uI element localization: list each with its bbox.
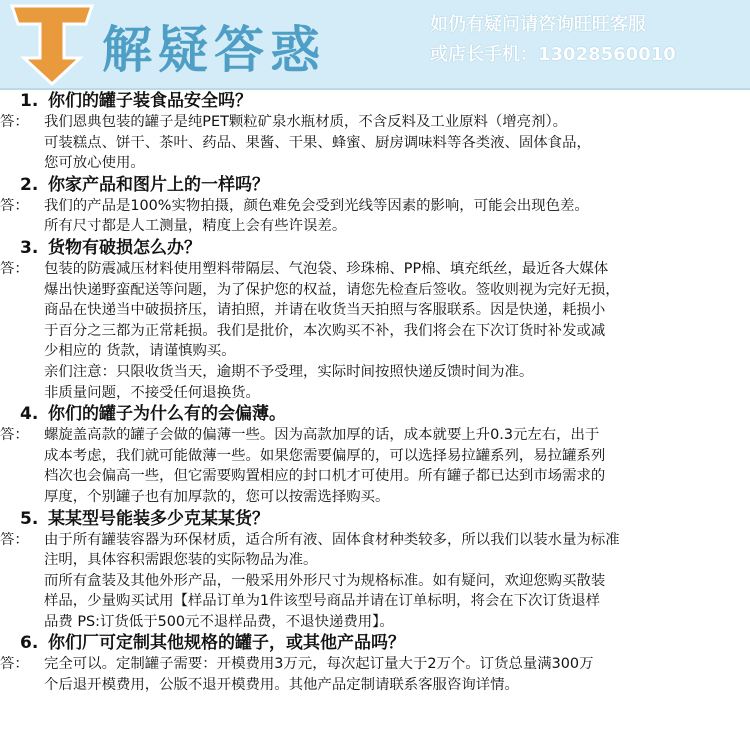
- answer-line: [0, 259, 750, 280]
- answer-text: 成本考虑，我们就可能做薄一些。如果您需要偏厚的，可以选择易拉罐系列，易拉罐系列: [44, 447, 606, 464]
- question-text: 你们的罐子装食品安全吗？: [48, 91, 252, 111]
- faq-list: [0, 90, 750, 696]
- question-number: 6.: [20, 633, 39, 654]
- answer-line: [0, 196, 750, 217]
- answer-prefix: 答：: [0, 656, 29, 673]
- faq-item: [0, 632, 750, 695]
- faq-answer: [0, 425, 750, 507]
- answer-text: 于百分之三都为正常耗损。我们是批价，本次购买不补，我们将会在下次订货时补发或减: [44, 322, 606, 339]
- answer-text: 样品，少量购买试用【样品订单为1件该型号商品并请在订单标明，将会在下次订货退样: [44, 593, 601, 610]
- answer-text: 由于所有罐装容器为环保材质，适合所有液、固体食材种类较多，所以我们以装水量为标准: [44, 531, 620, 548]
- question-number: 3.: [20, 237, 39, 258]
- faq-answer: [0, 530, 750, 633]
- question-text: 某某型号能装多少克某某货？: [48, 508, 269, 529]
- answer-text: 注明，具体容积需跟您装的实际物品为准。: [44, 552, 318, 569]
- question-text: 你们的罐子为什么有的会偏薄。: [48, 404, 286, 425]
- answer-text: 包装的防震减压材料使用塑料带隔层、气泡袋、珍珠棉、PP棉、填充纸丝，最近各大媒体: [44, 260, 609, 277]
- answer-text: 品费 PS:订货低于500元不退样品费，不退快递费用】。: [44, 613, 394, 630]
- answer-line: [0, 530, 750, 551]
- answer-line: [0, 466, 750, 487]
- answer-text: 所有尺寸都是人工测量，精度上会有些许误差。: [44, 218, 347, 235]
- header-banner: [0, 0, 750, 90]
- answer-line: [0, 133, 750, 154]
- faq-answer: [0, 196, 750, 237]
- question-text: 你们厂可定制其他规格的罐子，或其他产品吗？: [48, 633, 405, 654]
- answer-line: [0, 321, 750, 342]
- answer-text: 厚度，个别罐子也有加厚款的，您可以按需选择购买。: [44, 488, 390, 505]
- answer-text: 亲们注意：只限收货当天，逾期不予受理，实际时间按照快递反馈时间为准。: [44, 363, 534, 380]
- faq-question: [0, 174, 750, 196]
- answer-text: 您可放心使用。: [44, 155, 145, 172]
- answer-line: [0, 571, 750, 592]
- answer-line: [0, 341, 750, 362]
- faq-question: [0, 403, 750, 425]
- answer-text: 个后退开模费用，公版不退开模费用。其他产品定制请联系客服咨询详情。: [44, 677, 519, 694]
- answer-prefix: 答：: [0, 114, 29, 130]
- answer-line: [0, 153, 750, 174]
- answer-text: 我们的产品是100%实物拍摄，颜色难免会受到光线等因素的影响，可能会出现色差。: [44, 197, 589, 214]
- faq-answer: [0, 654, 750, 695]
- answer-prefix: 答：: [0, 260, 29, 277]
- answer-line: [0, 300, 750, 321]
- faq-question: [0, 632, 750, 654]
- question-number: 2.: [20, 174, 39, 195]
- answer-text: 爆出快递野蛮配送等问题，为了保护您的权益，请您先检查后签收。签收则视为完好无损，: [44, 281, 620, 298]
- answer-text: 完全可以。定制罐子需要：开模费用3万元，每次起订量大于2万个。订货总量满300万: [44, 656, 594, 673]
- contact-line-wangwang: 如仍有疑问请咨询旺旺客服: [430, 14, 646, 35]
- faq-item: [0, 403, 750, 507]
- question-number: 1.: [20, 91, 39, 111]
- faq-question: [0, 237, 750, 259]
- faq-item: [0, 174, 750, 237]
- answer-text: 螺旋盖高款的罐子会做的偏薄一些。因为高款加厚的话，成本就要上升0.3元左右，出于: [44, 427, 600, 444]
- answer-line: [0, 550, 750, 571]
- answer-line: [0, 425, 750, 446]
- answer-line: [0, 654, 750, 675]
- answer-line: [0, 216, 750, 237]
- faq-item: [0, 237, 750, 403]
- question-number: 4.: [20, 404, 39, 425]
- answer-text: 商品在快递当中破损挤压，请拍照，并请在收货当天拍照与客服联系。因是快递，耗损小: [44, 302, 606, 319]
- answer-line: [0, 446, 750, 467]
- contact-info: [430, 10, 676, 70]
- answer-text: 档次也会偏高一些，但它需要购置相应的封口机才可使用。所有罐子都已达到市场需求的: [44, 468, 606, 485]
- answer-line: [0, 280, 750, 301]
- answer-prefix: 答：: [0, 197, 29, 214]
- answer-line: [0, 362, 750, 383]
- faq-answer: [0, 112, 750, 174]
- answer-line: [0, 591, 750, 612]
- faq-item: [0, 508, 750, 633]
- answer-prefix: 答：: [0, 427, 29, 444]
- answer-line: [0, 487, 750, 508]
- faq-question: [0, 90, 750, 112]
- contact-line-phone: 或店长手机：13028560010: [430, 44, 676, 65]
- question-number: 5.: [20, 508, 39, 529]
- answer-line: [0, 383, 750, 404]
- faq-answer: [0, 259, 750, 403]
- answer-line: [0, 112, 750, 133]
- question-text: 货物有破损怎么办？: [48, 237, 201, 258]
- answer-line: [0, 612, 750, 633]
- answer-text: 非质量问题，不接受任何退换货。: [44, 384, 260, 401]
- faq-question: [0, 508, 750, 530]
- answer-line: [0, 675, 750, 696]
- page-title: 解疑答惑: [102, 21, 326, 79]
- answer-text: 少相应的 货款，请谨慎购买。: [44, 343, 236, 360]
- answer-prefix: 答：: [0, 531, 29, 548]
- answer-text: 可装糕点、饼干、茶叶、药品、果酱、干果、蜂蜜、厨房调味料等各类液、固体食品，: [44, 134, 591, 151]
- answer-text: 我们恩典包装的罐子是纯PET颗粒矿泉水瓶材质，不含反料及工业原料（增亮剂）。: [44, 114, 568, 130]
- answer-text: 而所有盒装及其他外形产品，一般采用外形尺寸为规格标准。如有疑问，欢迎您购买散装: [44, 572, 606, 589]
- arrow-down-icon: [6, 2, 98, 86]
- faq-item: [0, 90, 750, 174]
- question-text: 你家产品和图片上的一样吗？: [48, 174, 269, 195]
